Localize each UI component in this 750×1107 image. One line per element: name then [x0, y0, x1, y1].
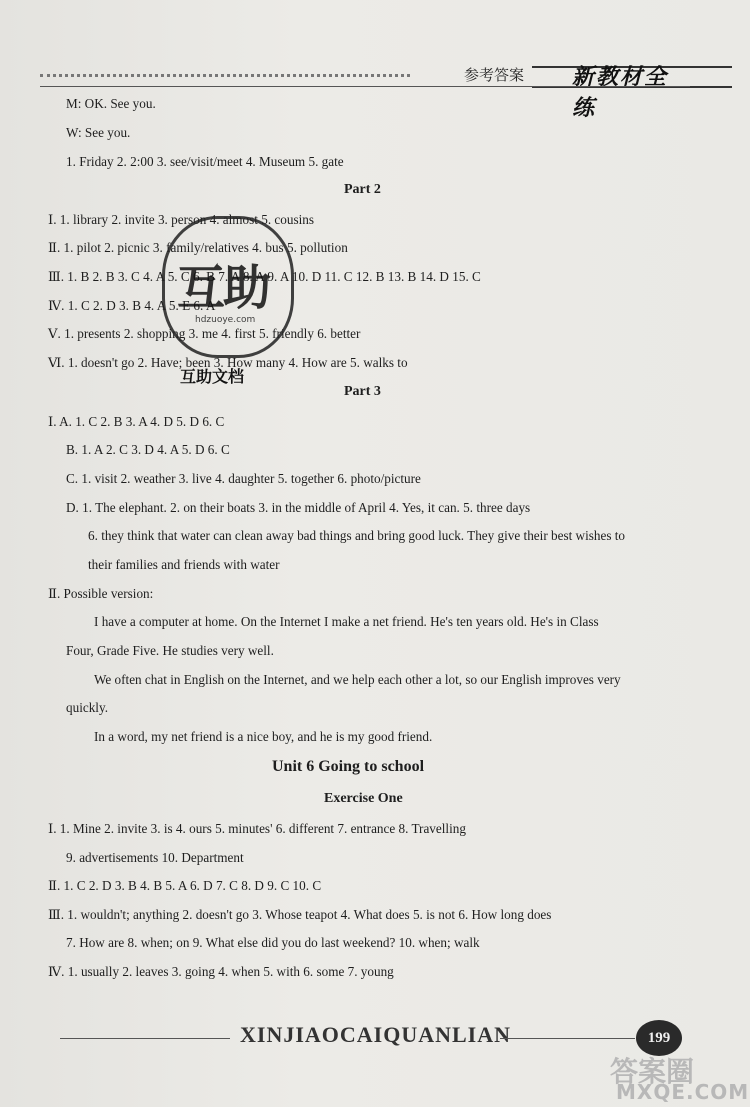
answer-line-essay-1b: Four, Grade Five. He studies very well. [66, 643, 274, 658]
answer-line-p3-a: Ⅰ. A. 1. C 2. B 3. A 4. D 5. D 6. C [48, 414, 225, 429]
page-number-badge: 199 [636, 1020, 682, 1056]
answer-line-p3-d6a: 6. they think that water can clean away bad things and bring good luck. They give their best wishes to [88, 528, 626, 543]
header-dotted-rule [40, 74, 410, 77]
footer-rule-left [60, 1038, 230, 1039]
answer-line-dialog-w: W: See you. [66, 125, 131, 140]
answer-line-e1-3b: 7. How are 8. when; on 9. What else did you do last weekend? 10. when; walk [66, 935, 480, 950]
answer-line-p3-d6b: their families and friends with water [88, 557, 280, 572]
answer-line-ex1-heading: Exercise One [324, 791, 403, 806]
answer-line-essay-2a: We often chat in English on the Internet, and we help each other a lot, so our English improves very [94, 672, 621, 687]
watermark-cn: 答案圈 [610, 1055, 695, 1088]
answer-line-p2-2: Ⅱ. 1. pilot 2. picnic 3. family/relatives 4. bus 5. pollution [48, 240, 348, 255]
header-answers-label: 参考答案 [464, 66, 525, 84]
watermark-en: MXQE.COM [616, 1080, 750, 1104]
answer-line-p3-d: D. 1. The elephant. 2. on their boats 3. in the middle of April 4. Yes, it can. 5. three days [66, 500, 531, 515]
answer-line-dialog-m: M: OK. See you. [66, 96, 156, 111]
answer-line-p1-answers: 1. Friday 2. 2:00 3. see/visit/meet 4. Museum 5. gate [66, 154, 344, 169]
answer-line-p2-3: Ⅲ. 1. B 2. B 3. C 4. A 5. C 6. B 7. A 8. A 9. A 10. D 11. C 12. B 13. B 14. D 15. C [48, 269, 481, 284]
answer-line-essay-3: In a word, my net friend is a nice boy, and he is my good friend. [94, 729, 433, 744]
answer-line-e1-4: Ⅳ. 1. usually 2. leaves 3. going 4. when 5. with 6. some 7. young [48, 964, 394, 979]
stamp-caption: 互助文档 [180, 367, 245, 386]
answer-line-part3-heading: Part 3 [344, 384, 381, 399]
page-footer [60, 1020, 700, 1060]
answer-line-p2-4: Ⅳ. 1. C 2. D 3. B 4. A 5. E 6. A [48, 298, 216, 313]
answer-line-e1-1b: 9. advertisements 10. Department [66, 850, 244, 865]
footer-rule-right [500, 1038, 635, 1039]
stamp-url-text: hdzuoye.com [195, 315, 256, 325]
answer-line-p3-c: C. 1. visit 2. weather 3. live 4. daughter 5. together 6. photo/picture [66, 471, 421, 486]
answer-line-e1-2: Ⅱ. 1. C 2. D 3. B 4. B 5. A 6. D 7. C 8. D 9. C 10. C [48, 878, 322, 893]
answer-line-unit6-heading: Unit 6 Going to school [272, 758, 425, 775]
answer-line-p2-5: Ⅴ. 1. presents 2. shopping 3. me 4. first 5. friendly 6. better [48, 326, 361, 341]
answer-line-e1-1a: Ⅰ. 1. Mine 2. invite 3. is 4. ours 5. minutes' 6. different 7. entrance 8. Travelling [48, 821, 466, 836]
answer-line-p2-1: Ⅰ. 1. library 2. invite 3. person 4. almost 5. cousins [48, 212, 314, 227]
answer-line-e1-3a: Ⅲ. 1. wouldn't; anything 2. doesn't go 3. Whose teapot 4. What does 5. is not 6. How long does [48, 907, 552, 922]
answer-line-p2-6: Ⅵ. 1. doesn't go 2. Have; been 3. How many 4. How are 5. walks to [48, 355, 408, 370]
header-underline [40, 86, 690, 87]
hdzuoye-stamp-logo [162, 216, 294, 358]
answer-line-essay-1a: I have a computer at home. On the Internet I make a net friend. He's ten years old. He's in Class [94, 614, 599, 629]
stamp-main-text: 互助 [177, 260, 270, 316]
answer-line-part2-heading: Part 2 [344, 182, 381, 197]
footer-brand: XINJIAOCAIQUANLIAN [240, 1022, 512, 1047]
header-brand-logo: 新教材全练 [572, 65, 669, 121]
answer-line-essay-2b: quickly. [66, 700, 108, 715]
answer-line-p3-ii: Ⅱ. Possible version: [48, 586, 154, 601]
answer-line-p3-b: B. 1. A 2. C 3. D 4. A 5. D 6. C [66, 442, 230, 457]
